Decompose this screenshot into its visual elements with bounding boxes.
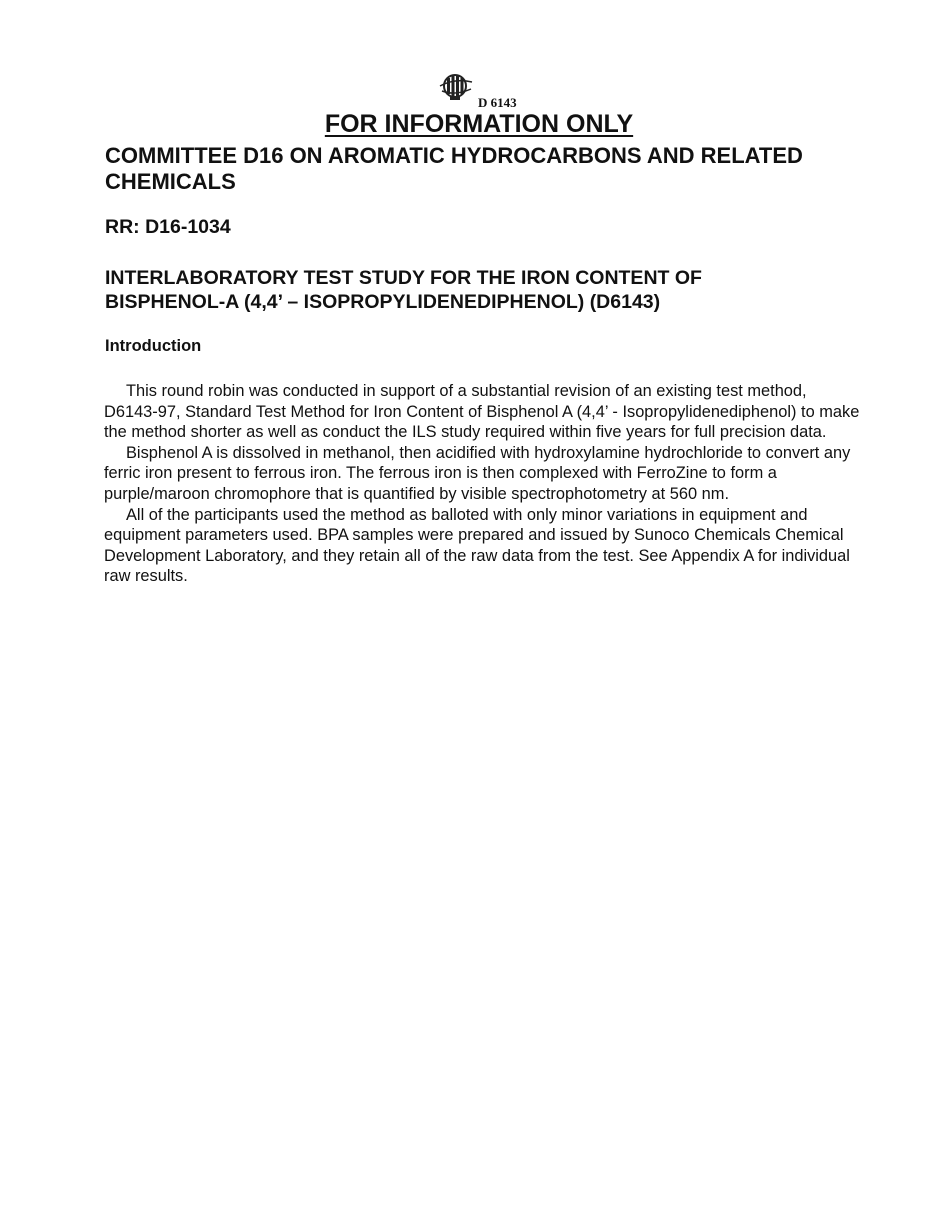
committee-title: COMMITTEE D16 ON AROMATIC HYDROCARBONS AND RELATED CHEMICALS <box>105 143 803 194</box>
introduction-paragraph: Bisphenol A is dissolved in methanol, then acidified with hydroxylamine hydrochloride to convert any ferric iron present to ferrous iron. The ferrous iron is then complexed with FerroZine to form a purple/maroon chromophore that is quantified by visible spectrophotometry at 560 nm. <box>104 443 851 503</box>
introduction-paragraph: All of the participants used the method as balloted with only minor variations in equipment and equipment parameters used. BPA samples were prepared and issued by Sunoco Chemicals Chemical Development Laboratory, and they retain all of the raw data from the test. See Appendix A for individual raw results. <box>104 505 850 586</box>
introduction-heading: Introduction <box>105 337 202 355</box>
introduction-body <box>104 381 864 587</box>
document-number: D 6143 <box>478 95 517 110</box>
information-only-notice: FOR INFORMATION ONLY <box>324 110 634 138</box>
research-report-number: RR: D16-1034 <box>105 216 231 238</box>
introduction-paragraph: This round robin was conducted in support of a substantial revision of an existing test method, D6143-97, Standard Test Method for Iron Content of Bisphenol A (4,4’ - Isopropylidenediphenol) to make the method shorter as well as conduct the ILS study required within five years for full precision data. <box>104 382 860 442</box>
study-title: INTERLABORATORY TEST STUDY FOR THE IRON CONTENT OF BISPHENOL-A (4,4’ – ISOPROPYLIDENEDIPHENOL) (D6143) <box>105 267 702 313</box>
astm-logo-icon <box>438 72 478 102</box>
